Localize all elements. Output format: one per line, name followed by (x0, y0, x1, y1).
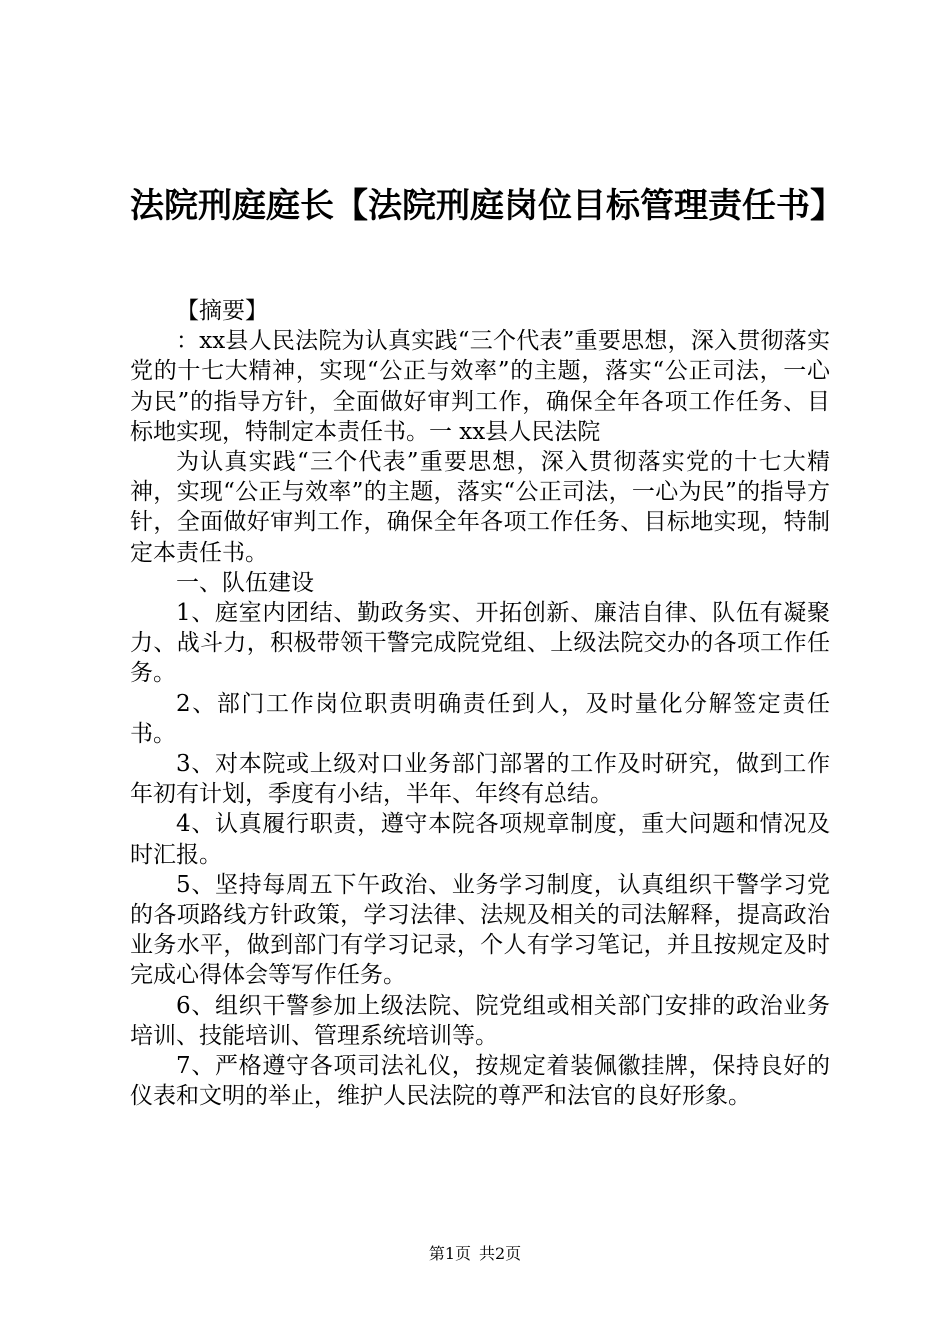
list-item: 2、部门工作岗位职责明确责任到人，及时量化分解签定责任书。 (130, 690, 830, 747)
list-item: 1、庭室内团结、勤政务实、开拓创新、廉洁自律、队伍有凝聚力、战斗力，积极带领干警完成院党组、上级法院交办的各项工作任务。 (130, 600, 830, 687)
list-item: 4、认真履行职责，遵守本院各项规章制度，重大问题和情况及时汇报。 (130, 811, 830, 868)
section-heading: 一、队伍建设 (176, 569, 314, 596)
list-item: 6、组织干警参加上级法院、院党组或相关部门安排的政治业务培训、技能培训、管理系统培训等。 (130, 992, 830, 1049)
abstract-paragraph: ：xx县人民法院为认真实践“三个代表”重要思想，深入贯彻落实党的十七大精神，实现“公正与效率”的主题，落实“公正司法，一心为民”的指导方针，全面做好审判工作，确保全年各项工作任务、目标地实现，特制定本责任书。一 xx县人民法院 (130, 328, 830, 445)
abstract-label: 【摘要】 (176, 298, 268, 324)
list-item: 5、坚持每周五下午政治、业务学习制度，认真组织干警学习党的各项路线方针政策，学习法律、法规及相关的司法解释，提高政治业务水平，做到部门有学习记录，个人有学习笔记，并且按规定及时完成心得体会等写作任务。 (130, 871, 830, 989)
page-footer (0, 1244, 950, 1264)
page-number-current: 第1页 (428, 1244, 471, 1263)
list-item: 3、对本院或上级对口业务部门部署的工作及时研究，做到工作年初有计划，季度有小结，半年、年终有总结。 (130, 751, 830, 808)
document-title: 法院刑庭庭长【法院刑庭岗位目标管理责任书】 (130, 186, 844, 226)
intro-paragraph: 为认真实践“三个代表”重要思想，深入贯彻落实党的十七大精神，实现“公正与效率”的主题，落实“公正司法，一心为民”的指导方针，全面做好审判工作，确保全年各项工作任务、目标地实现，特制定本责任书。 (130, 449, 830, 566)
list-item: 7、严格遵守各项司法礼仪，按规定着装佩徽挂牌，保持良好的仪表和文明的举止，维护人民法院的尊严和法官的良好形象。 (130, 1053, 830, 1110)
document-body (130, 296, 830, 1111)
page-number-total: 共2页 (479, 1244, 522, 1263)
